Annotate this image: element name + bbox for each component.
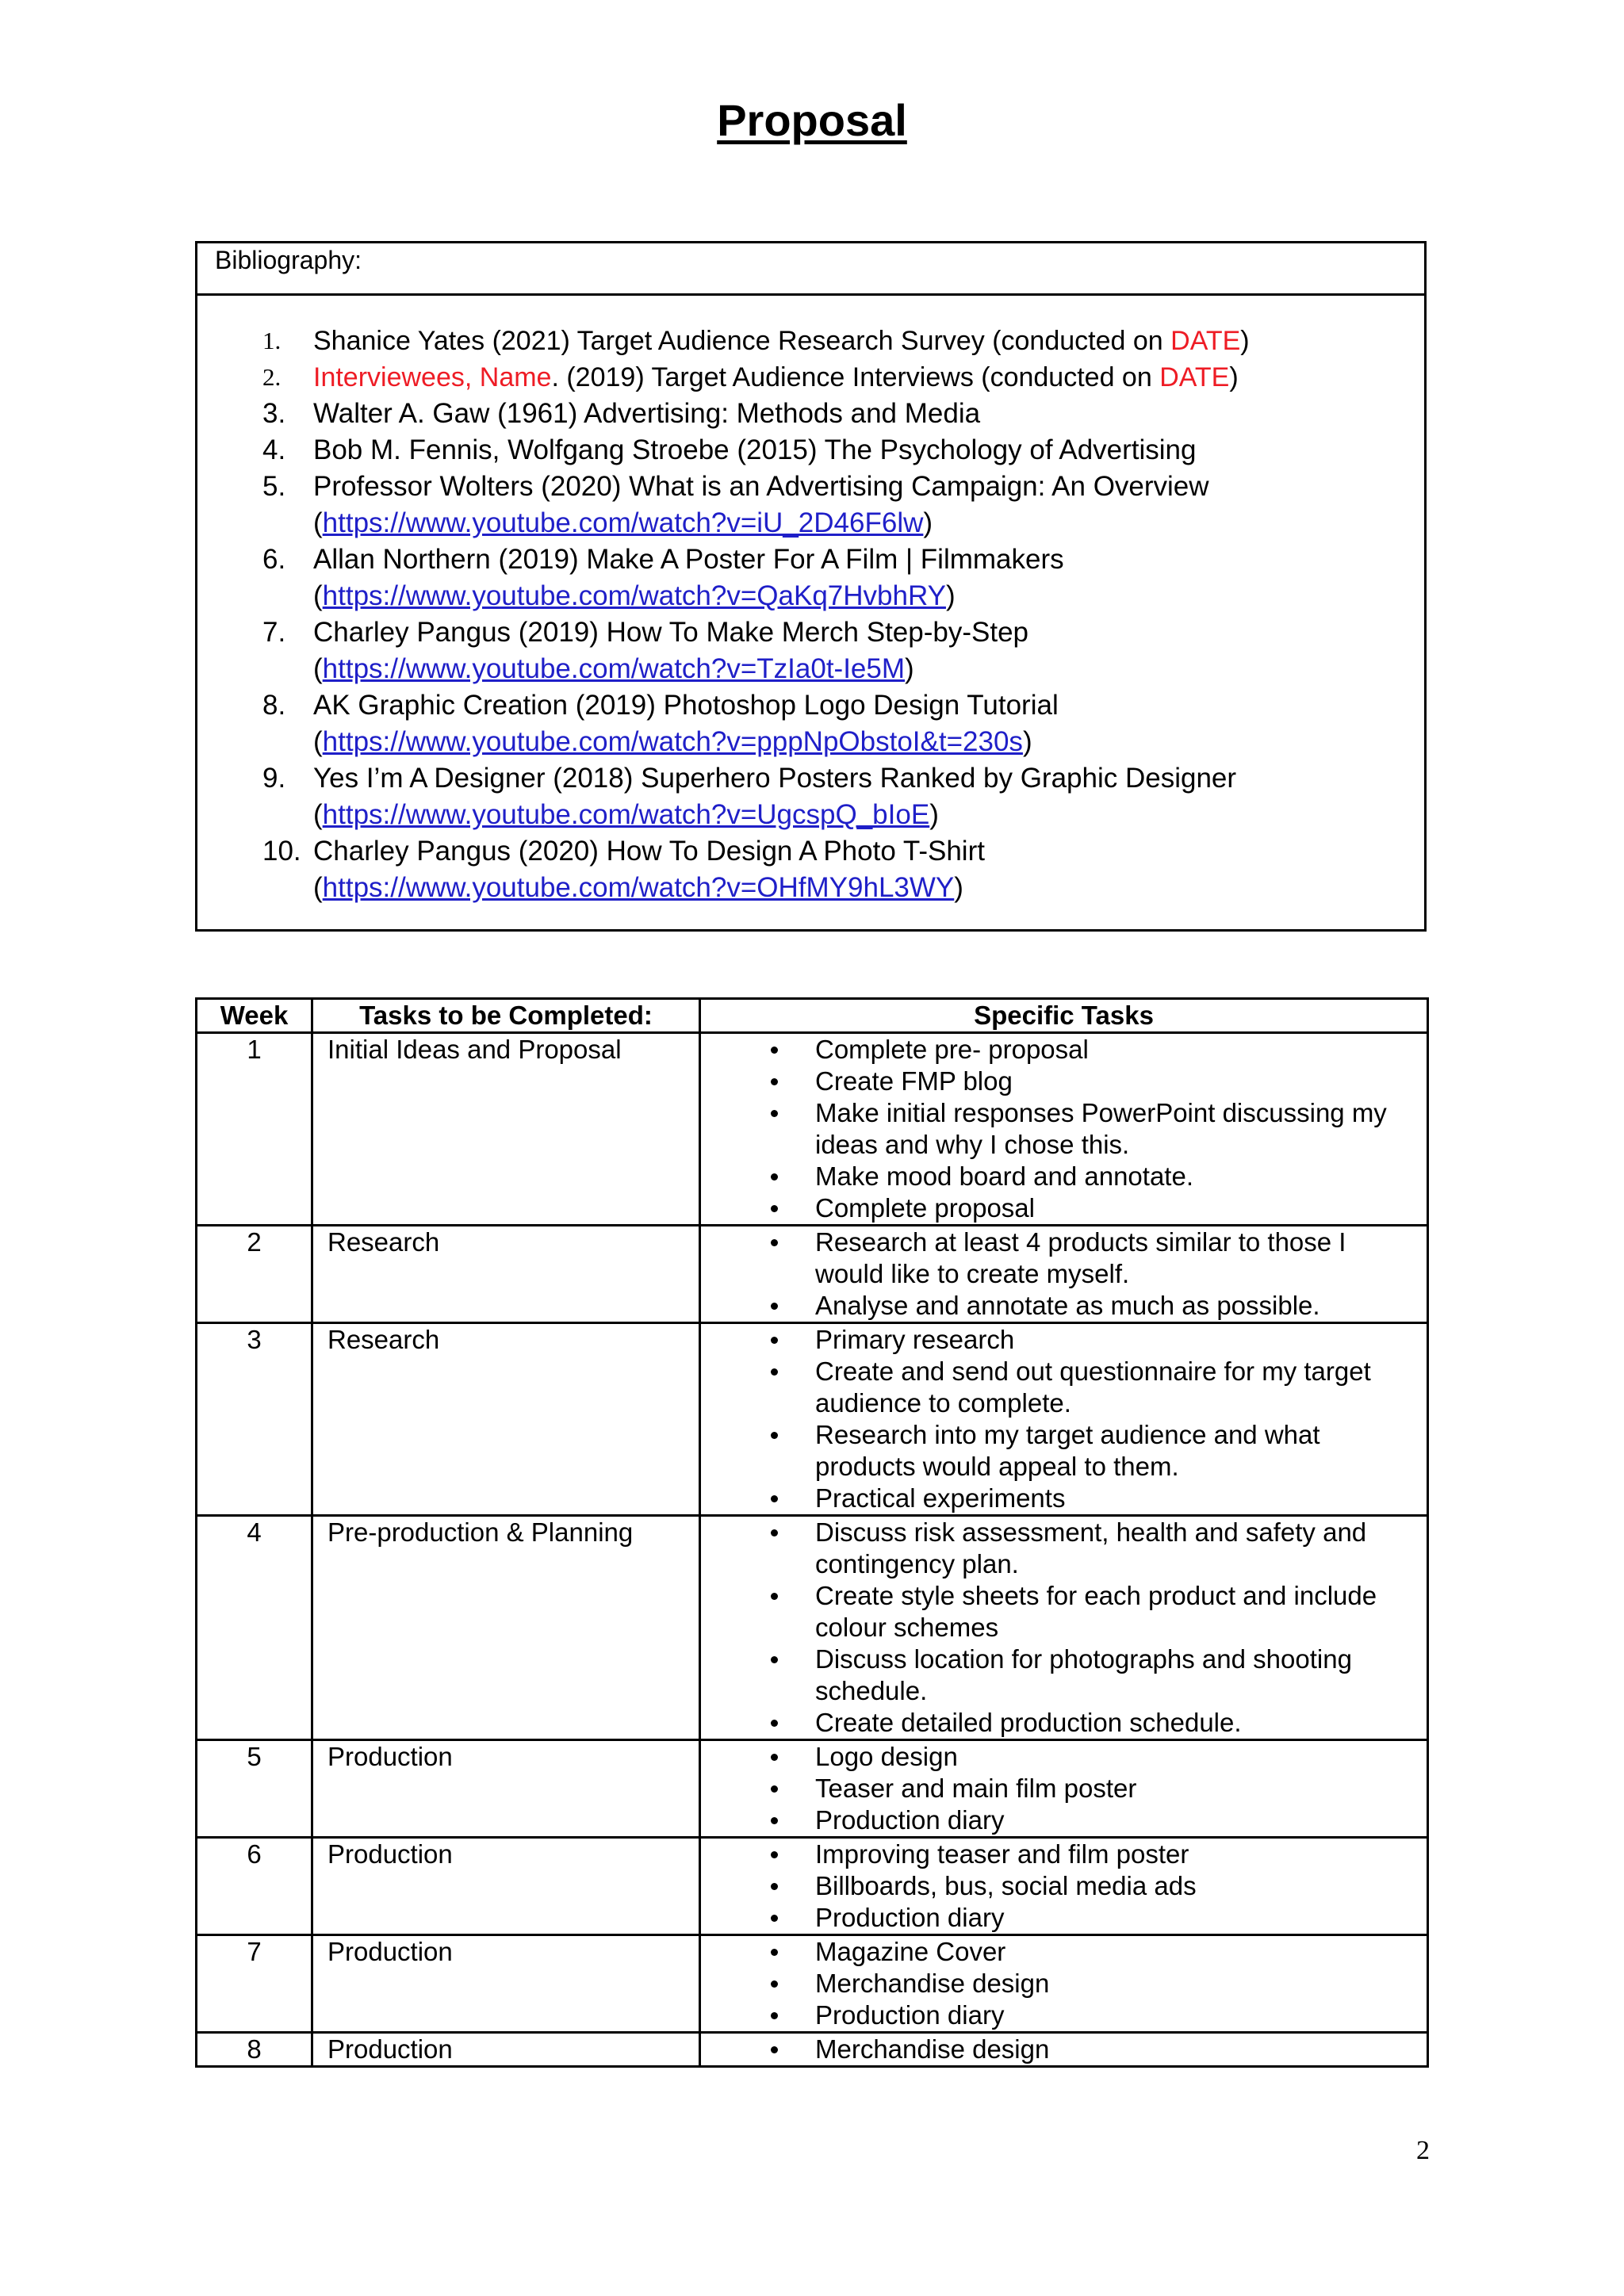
bibliography-link-line: (https://www.youtube.com/watch?v=UgcspQ_bIoE) <box>313 799 939 830</box>
specific-task-item: Teaser and main film poster <box>701 1773 1427 1804</box>
specific-tasks-cell <box>700 1740 1428 1838</box>
bibliography-number: 4. <box>262 434 286 465</box>
specific-task-item: Make initial responses PowerPoint discussing my ideas and why I chose this. <box>701 1097 1427 1161</box>
task-cell: Production <box>312 1740 700 1838</box>
specific-task-item: Create and send out questionnaire for my target audience to complete. <box>701 1356 1427 1419</box>
youtube-link[interactable]: https://www.youtube.com/watch?v=pppNpObstoI&t=230s <box>322 726 1023 757</box>
bibliography-link-line: (https://www.youtube.com/watch?v=QaKq7HvbhRY) <box>313 580 956 611</box>
table-row <box>197 1323 1428 1516</box>
week-cell: 5 <box>197 1740 312 1838</box>
placeholder-text: DATE <box>1170 326 1241 356</box>
specific-task-list <box>701 1839 1427 1934</box>
specific-task-list <box>701 1517 1427 1739</box>
plan-body <box>197 1033 1428 2067</box>
specific-tasks-cell <box>700 1033 1428 1226</box>
specific-task-item: Complete pre- proposal <box>701 1034 1427 1066</box>
task-cell: Initial Ideas and Proposal <box>312 1033 700 1226</box>
bibliography-link-line: (https://www.youtube.com/watch?v=pppNpObstoI&t=230s) <box>313 726 1032 757</box>
placeholder-text: DATE <box>1159 362 1230 392</box>
bibliography-item <box>197 359 1424 396</box>
bibliography-number: 8. <box>262 690 286 721</box>
page-number: 2 <box>1416 2136 1430 2165</box>
bibliography-number: 7. <box>262 617 286 648</box>
bibliography-entry: Charley Pangus (2020) How To Design A Photo T-Shirt <box>313 836 985 867</box>
bibliography-item <box>197 396 1424 432</box>
header-specific-tasks: Specific Tasks <box>700 999 1428 1033</box>
bibliography-entry: Bob M. Fennis, Wolfgang Stroebe (2015) The Psychology of Advertising <box>313 434 1197 465</box>
bibliography-item <box>197 614 1424 687</box>
bibliography-number: 10. <box>262 836 301 867</box>
task-cell: Research <box>312 1226 700 1323</box>
specific-task-item: Discuss risk assessment, health and safety and contingency plan. <box>701 1517 1427 1580</box>
youtube-link[interactable]: https://www.youtube.com/watch?v=TzIa0t-Ie5M <box>322 653 906 684</box>
task-cell: Pre-production & Planning <box>312 1516 700 1740</box>
bibliography-item <box>197 432 1424 469</box>
bibliography-entry: Walter A. Gaw (1961) Advertising: Methods and Media <box>313 398 981 429</box>
specific-task-item: Research into my target audience and what products would appeal to them. <box>701 1419 1427 1483</box>
bibliography-item <box>197 469 1424 541</box>
bibliography-entry <box>313 359 1239 396</box>
youtube-link[interactable]: https://www.youtube.com/watch?v=UgcspQ_bIoE <box>322 799 930 830</box>
bibliography-heading: Bibliography: <box>197 243 1424 296</box>
specific-task-item: Create detailed production schedule. <box>701 1707 1427 1739</box>
specific-task-item: Merchandise design <box>701 1968 1427 1999</box>
bibliography-entry: AK Graphic Creation (2019) Photoshop Logo Design Tutorial <box>313 690 1059 721</box>
specific-task-item: Merchandise design <box>701 2034 1427 2065</box>
specific-task-list <box>701 1741 1427 1836</box>
specific-task-list <box>701 1226 1427 1322</box>
table-row <box>197 1516 1428 1740</box>
table-row <box>197 1740 1428 1838</box>
specific-task-list <box>701 1034 1427 1224</box>
entry-text: ) <box>1240 326 1250 356</box>
header-tasks: Tasks to be Completed: <box>312 999 700 1033</box>
table-row <box>197 1935 1428 2033</box>
bibliography-list <box>197 323 1424 906</box>
specific-tasks-cell <box>700 2033 1428 2067</box>
bibliography-box <box>195 241 1427 932</box>
bibliography-number: 9. <box>262 763 286 794</box>
week-cell: 6 <box>197 1838 312 1935</box>
specific-tasks-cell <box>700 1935 1428 2033</box>
specific-task-item: Create FMP blog <box>701 1066 1427 1097</box>
task-cell: Production <box>312 1838 700 1935</box>
specific-task-item: Create style sheets for each product and include colour schemes <box>701 1580 1427 1644</box>
bibliography-item <box>197 687 1424 760</box>
week-cell: 8 <box>197 2033 312 2067</box>
week-cell: 1 <box>197 1033 312 1226</box>
bibliography-item <box>197 760 1424 833</box>
specific-task-item: Improving teaser and film poster <box>701 1839 1427 1870</box>
specific-task-item: Primary research <box>701 1324 1427 1356</box>
specific-task-item: Analyse and annotate as much as possible. <box>701 1290 1427 1322</box>
weekly-plan-table <box>195 997 1429 2068</box>
youtube-link[interactable]: https://www.youtube.com/watch?v=OHfMY9hL3WY <box>322 872 955 903</box>
bibliography-number: 5. <box>262 471 286 502</box>
entry-text: Shanice Yates (2021) Target Audience Research Survey (conducted on <box>313 326 1171 356</box>
specific-tasks-cell <box>700 1516 1428 1740</box>
placeholder-text: Interviewees, Name <box>313 362 552 392</box>
bibliography-item <box>197 541 1424 614</box>
specific-task-item: Magazine Cover <box>701 1936 1427 1968</box>
specific-task-item: Logo design <box>701 1741 1427 1773</box>
bibliography-item <box>197 323 1424 359</box>
specific-task-item: Production diary <box>701 1999 1427 2031</box>
specific-task-item: Research at least 4 products similar to those I would like to create myself. <box>701 1226 1427 1290</box>
specific-task-list <box>701 2034 1427 2065</box>
bibliography-link-line: (https://www.youtube.com/watch?v=OHfMY9hL3WY) <box>313 872 963 903</box>
entry-text: . (2019) Target Audience Interviews (conducted on <box>551 362 1160 392</box>
bibliography-entry <box>313 323 1250 359</box>
table-row <box>197 1033 1428 1226</box>
week-cell: 7 <box>197 1935 312 2033</box>
bibliography-entry: Charley Pangus (2019) How To Make Merch Step-by-Step <box>313 617 1029 648</box>
bibliography-link-line: (https://www.youtube.com/watch?v=TzIa0t-Ie5M) <box>313 653 914 684</box>
header-week: Week <box>197 999 312 1033</box>
specific-task-list <box>701 1936 1427 2031</box>
specific-task-item: Discuss location for photographs and shooting schedule. <box>701 1644 1427 1707</box>
page-title: Proposal <box>717 95 907 145</box>
specific-task-list <box>701 1324 1427 1514</box>
week-cell: 2 <box>197 1226 312 1323</box>
task-cell: Production <box>312 1935 700 2033</box>
table-row <box>197 1226 1428 1323</box>
specific-tasks-cell <box>700 1838 1428 1935</box>
specific-task-item: Practical experiments <box>701 1483 1427 1514</box>
bibliography-number: 3. <box>262 398 286 429</box>
specific-task-item: Production diary <box>701 1804 1427 1836</box>
youtube-link[interactable]: https://www.youtube.com/watch?v=iU_2D46F6lw <box>322 507 924 538</box>
table-row <box>197 1838 1428 1935</box>
bibliography-link-line: (https://www.youtube.com/watch?v=iU_2D46F6lw) <box>313 507 933 538</box>
bibliography-entry: Allan Northern (2019) Make A Poster For A Film | Filmmakers <box>313 544 1064 575</box>
specific-task-item: Complete proposal <box>701 1192 1427 1224</box>
specific-task-item: Production diary <box>701 1902 1427 1934</box>
task-cell: Production <box>312 2033 700 2067</box>
specific-task-item: Billboards, bus, social media ads <box>701 1870 1427 1902</box>
bibliography-entry: Yes I’m A Designer (2018) Superhero Posters Ranked by Graphic Designer <box>313 763 1237 794</box>
bibliography-entry: Professor Wolters (2020) What is an Advertising Campaign: An Overview <box>313 471 1209 502</box>
bibliography-number: 2. <box>262 363 282 391</box>
bibliography-number: 6. <box>262 544 286 575</box>
week-cell: 3 <box>197 1323 312 1516</box>
week-cell: 4 <box>197 1516 312 1740</box>
task-cell: Research <box>312 1323 700 1516</box>
specific-tasks-cell <box>700 1323 1428 1516</box>
specific-tasks-cell <box>700 1226 1428 1323</box>
table-row <box>197 2033 1428 2067</box>
entry-text: ) <box>1229 362 1239 392</box>
bibliography-item <box>197 833 1424 906</box>
youtube-link[interactable]: https://www.youtube.com/watch?v=QaKq7HvbhRY <box>322 580 946 611</box>
specific-task-item: Make mood board and annotate. <box>701 1161 1427 1192</box>
bibliography-number: 1. <box>262 327 282 354</box>
table-header-row <box>197 999 1428 1033</box>
